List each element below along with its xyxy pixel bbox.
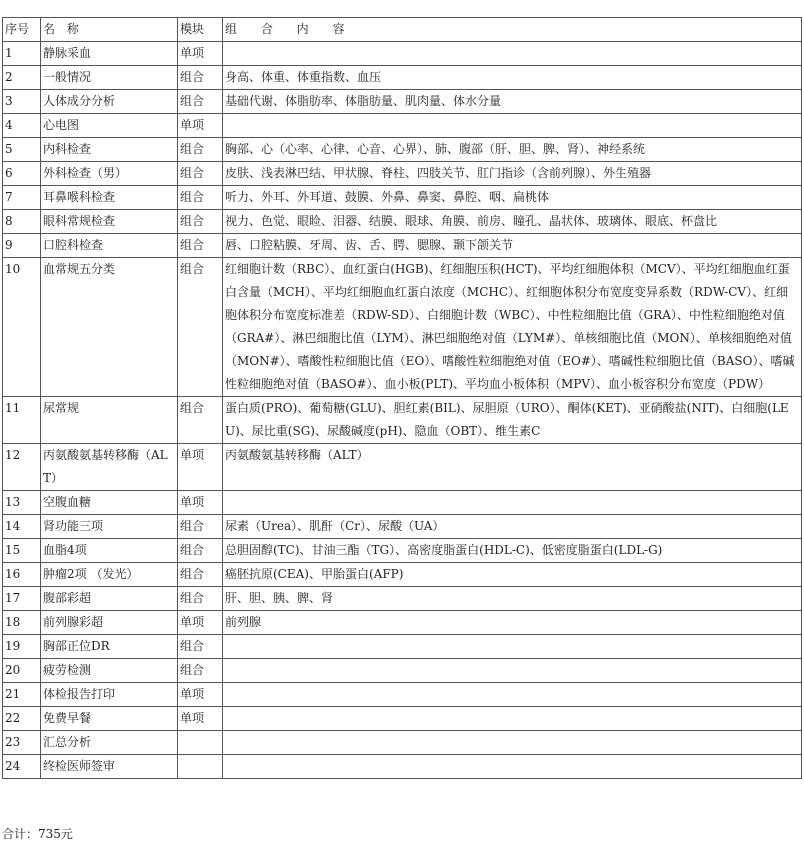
row-module: 组合 xyxy=(178,539,223,563)
header-module: 模块 xyxy=(178,18,223,42)
row-name: 免费早餐 xyxy=(41,707,178,731)
table-row xyxy=(3,162,802,186)
table-row xyxy=(3,210,802,234)
header-content: 组 合 内 容 xyxy=(223,18,802,42)
row-module: 组合 xyxy=(178,90,223,114)
row-module: 单项 xyxy=(178,611,223,635)
row-name: 口腔科检查 xyxy=(41,234,178,258)
row-name: 血常规五分类 xyxy=(41,258,178,397)
row-index: 21 xyxy=(3,683,41,707)
row-module: 单项 xyxy=(178,42,223,66)
table-row xyxy=(3,755,802,779)
row-module xyxy=(178,755,223,779)
row-index: 24 xyxy=(3,755,41,779)
row-content: 唇、口腔粘膜、牙周、齿、舌、腭、腮腺、颞下颌关节 xyxy=(223,234,802,258)
row-index: 15 xyxy=(3,539,41,563)
row-module: 组合 xyxy=(178,186,223,210)
row-name: 空腹血糖 xyxy=(41,491,178,515)
row-module: 单项 xyxy=(178,491,223,515)
row-name: 体检报告打印 xyxy=(41,683,178,707)
header-name: 名 称 xyxy=(41,18,178,42)
row-module: 组合 xyxy=(178,258,223,397)
row-name: 前列腺彩超 xyxy=(41,611,178,635)
table-row xyxy=(3,731,802,755)
table-row xyxy=(3,444,802,491)
table-row xyxy=(3,659,802,683)
row-module: 组合 xyxy=(178,515,223,539)
row-content: 蛋白质(PRO)、葡萄糖(GLU)、胆红素(BIL)、尿胆原（URO）、酮体(KET)、亚硝酸盐(NIT)、白细胞(LEU)、尿比重(SG)、尿酸碱度(pH)、隐血（OBT）、维生素C xyxy=(223,397,802,444)
row-content xyxy=(223,755,802,779)
row-content: 前列腺 xyxy=(223,611,802,635)
row-index: 18 xyxy=(3,611,41,635)
table-row xyxy=(3,42,802,66)
row-module: 单项 xyxy=(178,114,223,138)
row-module: 组合 xyxy=(178,210,223,234)
row-index: 8 xyxy=(3,210,41,234)
row-name: 耳鼻喉科检查 xyxy=(41,186,178,210)
row-module: 组合 xyxy=(178,397,223,444)
row-index: 7 xyxy=(3,186,41,210)
row-index: 17 xyxy=(3,587,41,611)
row-content xyxy=(223,659,802,683)
row-content: 癌胚抗原(CEA)、甲胎蛋白(AFP) xyxy=(223,563,802,587)
row-content: 总胆固醇(TC)、甘油三酯（TG）、高密度脂蛋白(HDL-C)、低密度脂蛋白(LDL-G) xyxy=(223,539,802,563)
row-module: 单项 xyxy=(178,444,223,491)
row-index: 2 xyxy=(3,66,41,90)
row-content: 身高、体重、体重指数、血压 xyxy=(223,66,802,90)
row-name: 丙氨酸氨基转移酶（ALT） xyxy=(41,444,178,491)
row-index: 20 xyxy=(3,659,41,683)
table-row xyxy=(3,491,802,515)
row-name: 外科检查（男） xyxy=(41,162,178,186)
row-content xyxy=(223,635,802,659)
row-name: 血脂4项 xyxy=(41,539,178,563)
row-module: 组合 xyxy=(178,563,223,587)
table-row xyxy=(3,138,802,162)
row-content: 胸部、心（心率、心律、心音、心界）、肺、腹部（肝、胆、脾、肾）、神经系统 xyxy=(223,138,802,162)
row-index: 5 xyxy=(3,138,41,162)
row-name: 汇总分析 xyxy=(41,731,178,755)
row-name: 肿瘤2项 （发光） xyxy=(41,563,178,587)
row-content: 听力、外耳、外耳道、鼓膜、外鼻、鼻窦、鼻腔、咽、扁桃体 xyxy=(223,186,802,210)
row-index: 4 xyxy=(3,114,41,138)
row-content xyxy=(223,42,802,66)
row-content: 尿素（Urea）、肌酐（Cr）、尿酸（UA） xyxy=(223,515,802,539)
row-module xyxy=(178,731,223,755)
row-name: 疲劳检测 xyxy=(41,659,178,683)
row-module: 单项 xyxy=(178,683,223,707)
row-index: 14 xyxy=(3,515,41,539)
row-index: 19 xyxy=(3,635,41,659)
row-module: 组合 xyxy=(178,66,223,90)
row-index: 22 xyxy=(3,707,41,731)
row-name: 静脉采血 xyxy=(41,42,178,66)
row-content xyxy=(223,683,802,707)
row-module: 组合 xyxy=(178,234,223,258)
row-content: 红细胞计数（RBC）、血红蛋白(HGB)、红细胞压积(HCT)、平均红细胞体积（MCV）、平均红细胞血红蛋白含量（MCH）、平均红细胞血红蛋白浓度（MCHC）、红细胞体积分布宽度变异系数（RDW-CV）、红细胞体积分布宽度标准差（RDW-SD）、白细胞计数（WBC）、中性粒细胞比值（GRA）、中性粒细胞绝对值（GRA#）、淋巴细胞比值（LYM）、淋巴细胞绝对值（LYM#）、单核细胞比值（MON）、单核细胞绝对值（MON#）、嗜酸性粒细胞比值（EO）、嗜酸性粒细胞绝对值（EO#）、嗜碱性粒细胞比值（BASO）、嗜碱性粒细胞绝对值（BASO#）、血小板(PLT)、平均血小板体积（MPV）、血小板容积分布宽度（PDW） xyxy=(223,258,802,397)
row-content xyxy=(223,114,802,138)
row-name: 内科检查 xyxy=(41,138,178,162)
row-module: 组合 xyxy=(178,162,223,186)
row-index: 23 xyxy=(3,731,41,755)
row-content: 丙氨酸氨基转移酶（ALT） xyxy=(223,444,802,491)
table-header-row xyxy=(3,18,802,42)
row-index: 9 xyxy=(3,234,41,258)
row-content: 肝、胆、胰、脾、肾 xyxy=(223,587,802,611)
row-module: 组合 xyxy=(178,138,223,162)
table-row xyxy=(3,539,802,563)
table-row xyxy=(3,114,802,138)
row-module: 单项 xyxy=(178,707,223,731)
row-index: 6 xyxy=(3,162,41,186)
table-row xyxy=(3,515,802,539)
table-row xyxy=(3,234,802,258)
row-module: 组合 xyxy=(178,587,223,611)
row-name: 眼科常规检查 xyxy=(41,210,178,234)
row-module: 组合 xyxy=(178,635,223,659)
row-index: 16 xyxy=(3,563,41,587)
row-content xyxy=(223,707,802,731)
table-row xyxy=(3,66,802,90)
table-row xyxy=(3,611,802,635)
row-name: 肾功能三项 xyxy=(41,515,178,539)
table-row xyxy=(3,90,802,114)
row-index: 1 xyxy=(3,42,41,66)
row-name: 一般情况 xyxy=(41,66,178,90)
table-row xyxy=(3,397,802,444)
table-row xyxy=(3,563,802,587)
table-row xyxy=(3,587,802,611)
row-name: 腹部彩超 xyxy=(41,587,178,611)
header-index: 序号 xyxy=(3,18,41,42)
row-content xyxy=(223,731,802,755)
row-index: 13 xyxy=(3,491,41,515)
row-content: 视力、色觉、眼睑、泪器、结膜、眼球、角膜、前房、瞳孔、晶状体、玻璃体、眼底、杯盘比 xyxy=(223,210,802,234)
table-row xyxy=(3,707,802,731)
table-row xyxy=(3,635,802,659)
total-price: 合计：735元 xyxy=(2,827,73,841)
row-name: 心电图 xyxy=(41,114,178,138)
row-name: 胸部正位DR xyxy=(41,635,178,659)
row-index: 10 xyxy=(3,258,41,397)
table-row xyxy=(3,683,802,707)
row-content xyxy=(223,491,802,515)
row-name: 终检医师签审 xyxy=(41,755,178,779)
table-row xyxy=(3,258,802,397)
row-content: 基础代谢、体脂肪率、体脂肪量、肌肉量、体水分量 xyxy=(223,90,802,114)
row-name: 人体成分分析 xyxy=(41,90,178,114)
row-name: 尿常规 xyxy=(41,397,178,444)
exam-package-table xyxy=(2,17,802,779)
table-row xyxy=(3,186,802,210)
row-module: 组合 xyxy=(178,659,223,683)
row-content: 皮肤、浅表淋巴结、甲状腺、脊柱、四肢关节、肛门指诊（含前列腺）、外生殖器 xyxy=(223,162,802,186)
row-index: 11 xyxy=(3,397,41,444)
row-index: 3 xyxy=(3,90,41,114)
row-index: 12 xyxy=(3,444,41,491)
